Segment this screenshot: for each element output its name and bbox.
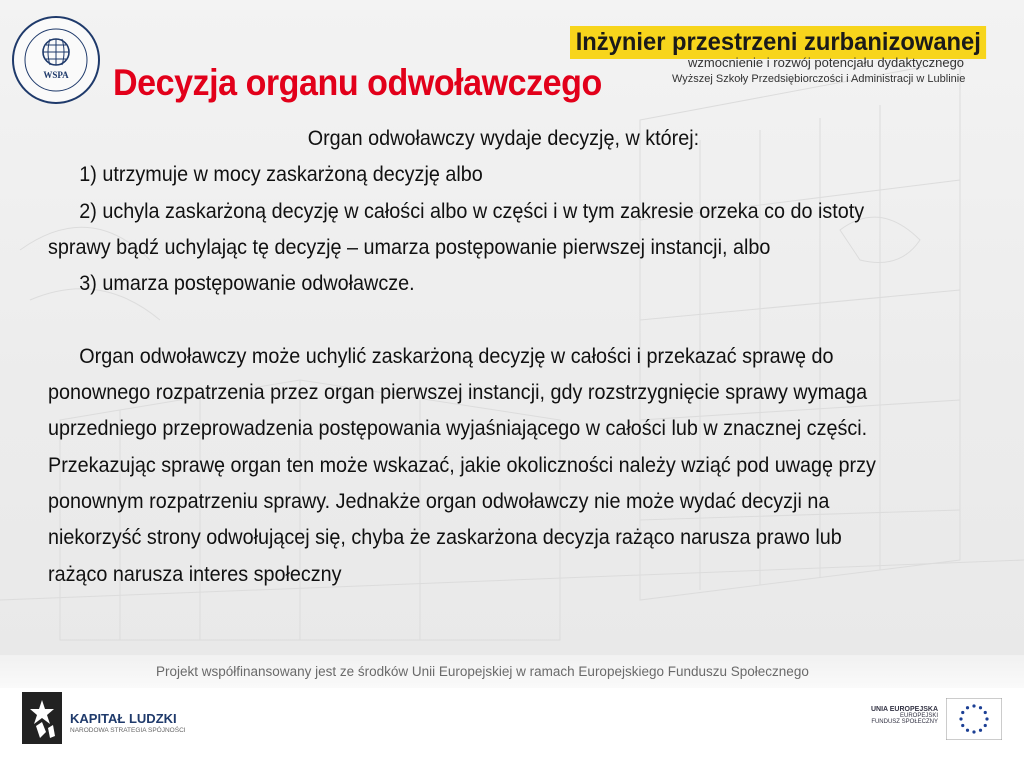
eu-line-3: FUNDUSZ SPOŁECZNY: [871, 719, 938, 725]
cofunding-note: Projekt współfinansowany jest ze środków Unii Europejskiej w ramach Europejskiego Funduszu Społecznego: [156, 664, 809, 679]
wspa-seal-logo: [10, 14, 102, 106]
project-title-banner: Inżynier przestrzeni zurbanizowanej: [570, 26, 987, 59]
eu-star: [985, 717, 988, 720]
eu-star: [972, 730, 975, 733]
eu-fund-label: [871, 706, 938, 725]
university-name: Wyższej Szkoły Przedsiębiorczości i Administracji w Lublinie: [672, 73, 966, 85]
eu-star: [959, 717, 962, 720]
list-item-3: 3) umarza postępowanie odwoławcze.: [79, 271, 415, 296]
eu-star: [961, 724, 964, 727]
eu-star: [979, 729, 982, 732]
project-subtitle: wzmocnienie i rozwój potencjału dydaktycznego: [688, 55, 965, 70]
eu-flag-icon: [946, 698, 1002, 740]
eu-line-2: EUROPEJSKI: [899, 713, 938, 719]
seal-abbreviation: WSPA: [43, 70, 69, 80]
eu-star: [966, 729, 969, 732]
kapital-ludzki-subtitle: NARODOWA STRATEGIA SPÓJNOŚCI: [70, 727, 186, 734]
eu-star: [984, 711, 987, 714]
kapital-ludzki-name: KAPITAŁ LUDZKI: [70, 711, 177, 726]
eu-star: [972, 704, 975, 707]
intro-line: Organ odwoławczy wydaje decyzję, w której:: [307, 126, 700, 150]
eu-line-1: UNIA EUROPEJSKA: [870, 706, 938, 713]
slide-title: Decyzja organu odwoławczego: [113, 62, 602, 103]
eu-star: [979, 706, 982, 709]
kapital-ludzki-logo-icon: [22, 692, 62, 744]
eu-star: [966, 706, 969, 709]
slide-body-text: [48, 120, 885, 592]
eu-star: [961, 711, 964, 714]
paragraph-2: Organ odwoławczy może uchylić zaskarżoną decyzję w całości i przekazać sprawę do ponownego rozpatrzenia przez organ pierwszej instancji, gdy rozstrzygnięcie sprawy wymaga uprzedniego przeprowadzenia postępowania wyjaśniającego w całości lub w znacznej części. Przekazując sprawę organ ten może wskazać, jakie okoliczności należy wziąć pod uwagę przy ponownym rozpatrzeniu sprawy. Jednakże organ odwoławczy nie może wydać decyzji na niekorzyść strony odwołującej się, chyba że zaskarżona decyzja rażąco narusza prawo lub rażąco narusza interes społeczny: [48, 343, 876, 586]
list-item-1: 1) utrzymuje w mocy zaskarżoną decyzję albo: [79, 162, 483, 187]
eu-star: [984, 724, 987, 727]
list-item-2: 2) uchyla zaskarżoną decyzję w całości albo w części i w tym zakresie orzeka co do istoty sprawy bądź uchylając tę decyzję – umarza postępowanie pierwszej instancji, albo: [48, 198, 865, 259]
paragraph-spacer: [48, 301, 885, 337]
